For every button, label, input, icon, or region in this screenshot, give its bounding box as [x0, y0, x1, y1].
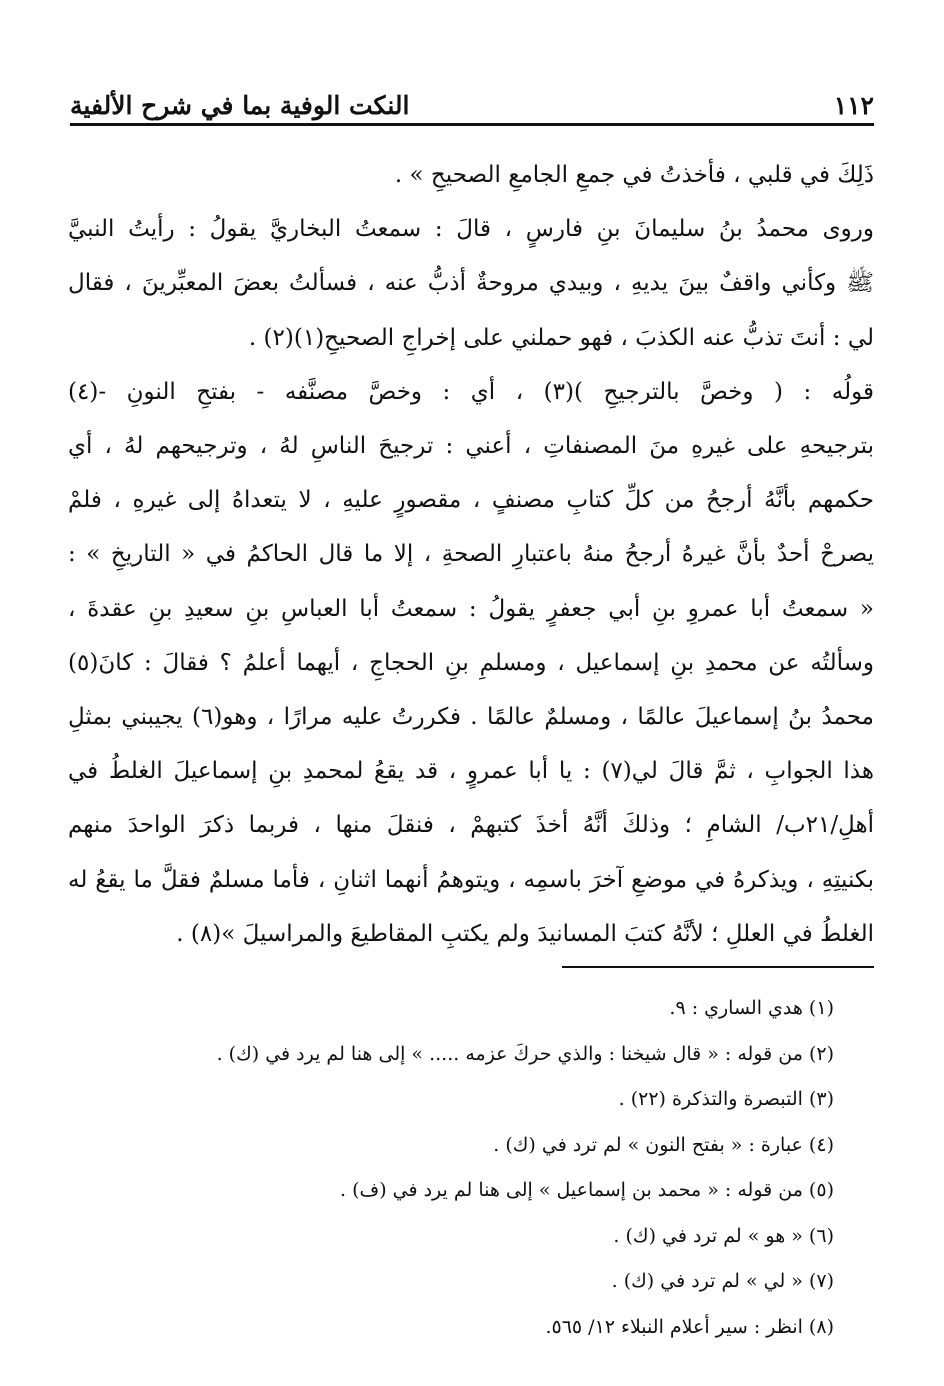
text-line: بكنيتِهِ ، ويذكرهُ في موضعِ آخرَ باسمِه ، ويتوهمُ أنهما اثنانِ ، فأما مسلمٌ فقلَّ ما يقعُ له: [68, 866, 874, 893]
footnotes: [70, 986, 834, 1350]
footnote-item: (١) هدي الساري : ٩.: [669, 997, 834, 1019]
header-divider: [70, 123, 874, 126]
footnote-item: (٦) « هو » لم ترد في (ك) .: [613, 1224, 834, 1247]
footnote-item: (٧) « لي » لم ترد في (ك) .: [611, 1270, 834, 1292]
footnote-item: (٢) من قوله : « قال شيخنا : والذي حركَ عزمه ..... » إلى هنا لم يرد في (ك) .: [216, 1042, 834, 1065]
text-line: بترجيحهِ على غيرهِ منَ المصنفاتِ ، أعني : ترجيحَ الناسِ لهُ ، وترجيحهم لهُ ، أي: [68, 433, 874, 460]
text-line: حكمهم بأنَّهُ أرجحُ من كلِّ كتابِ مصنفٍ ، مقصورٍ عليهِ ، لا يتعداهُ إلى غيرهِ ، فلمْ: [68, 487, 874, 514]
text-line: يصرحْ أحدٌ بأنَّ غيرهُ أرجحُ منهُ باعتبارِ الصحةِ ، إلا ما قال الحاكمُ في « التاريخِ » :: [68, 541, 874, 568]
footnote-item: (٥) من قوله : « محمد بن إسماعيل » إلى هنا لم يرد في (ف) .: [340, 1179, 834, 1201]
text-line: الغلطُ في العللِ ؛ لأنَّهُ كتبَ المسانيدَ ولم يكتبِ المقاطيعَ والمراسيلَ »(٨) .: [176, 920, 874, 947]
text-line: ﷺ وكأني واقفٌ بينَ يديهِ ، وبيدي مروحةٌ أذبُّ عنه ، فسألتُ بعضَ المعبِّرينَ ، فقال: [68, 270, 874, 297]
footnote-item: (٣) التبصرة والتذكرة (٢٢) .: [618, 1088, 834, 1110]
text-line: وروى محمدُ بنُ سليمانَ بنِ فارسٍ ، قالَ : سمعتُ البخاريَّ يقولُ : رأيتُ النبيَّ: [68, 216, 874, 243]
page-number: ١١٢: [833, 91, 874, 120]
footnote-item: (٨) انظر : سير أعلام النبلاء ١٢/ ٥٦٥.: [545, 1315, 834, 1338]
main-text: [68, 148, 874, 961]
text-line: لي : أنتَ تذبُّ عنه الكذبَ ، فهو حملني على إخراجِ الصحيحِ(١)(٢) .: [248, 324, 874, 351]
page-header: [70, 76, 874, 120]
text-line: هذا الجوابِ ، ثمَّ قالَ لي(٧) : يا أبا عمروٍ ، قد يقعُ لمحمدِ بنِ إسماعيلَ الغلطُ في: [68, 758, 875, 785]
text-line: أهلِ/٢١ب/ الشامِ ؛ وذلكَ أنَّهُ أخذَ كتبهمْ ، فنقلَ منها ، فربما ذكرَ الواحدَ منهم: [68, 812, 874, 839]
book-title: النكت الوفية بما في شرح الألفية: [70, 91, 410, 120]
text-line: قولُه : ( وخصَّ بالترجيحِ )(٣) ، أي : وخصَّ مصنَّفه - بفتحِ النونِ -(٤): [68, 378, 874, 405]
text-line: وسألتُه عن محمدِ بنِ إسماعيل ، ومسلمِ بنِ الحجاجِ ، أيهما أعلمُ ؟ فقالَ : كانَ(٥): [68, 649, 874, 676]
footnote-divider: [562, 966, 874, 968]
text-line: « سمعتُ أبا عمروِ بنِ أبي جعفرٍ يقولُ : سمعتُ أبا العباسِ بنِ سعيدِ بنِ عقدةَ ،: [68, 595, 874, 622]
footnote-item: (٤) عبارة : « بفتح النون » لم ترد في (ك) .: [493, 1133, 834, 1156]
text-line: محمدُ بنُ إسماعيلَ عالمًا ، ومسلمٌ عالمًا . فكررتُ عليه مرارًا ، وهو(٦) يجيبني بمثلِ: [68, 704, 874, 731]
text-line: ذَلِكَ في قلبي ، فأخذتُ في جمعِ الجامعِ الصحيحِ » .: [394, 162, 874, 188]
